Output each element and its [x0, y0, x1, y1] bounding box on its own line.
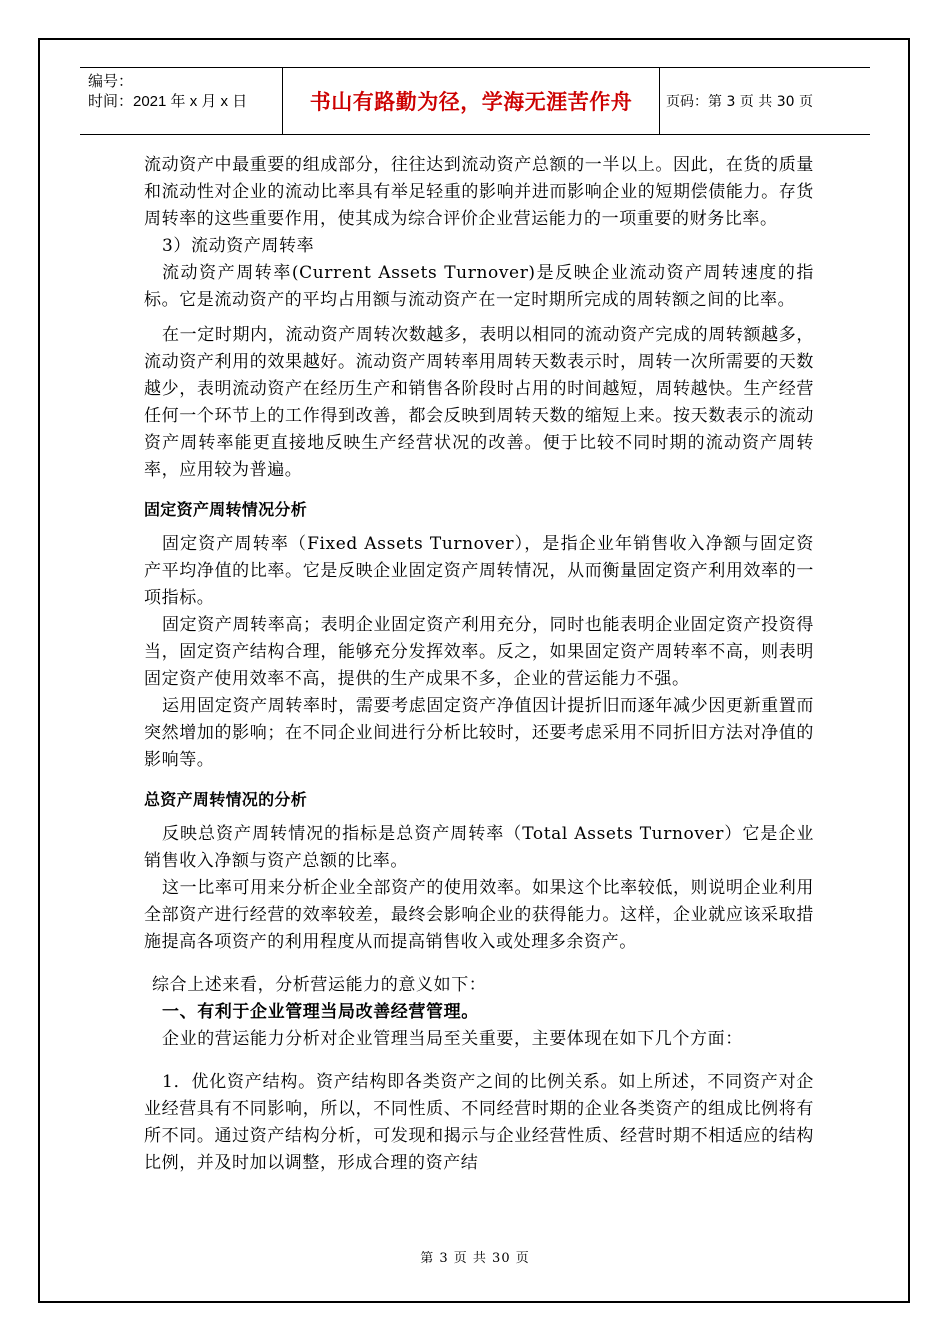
paragraph: 在一定时期内，流动资产周转次数越多，表明以相同的流动资产完成的周转额越多，流动资产利用的效果越好。流动资产周转率用周转天数表示时，周转一次所需要的天数越少，表明流动资产在经历生产和销售各阶段时占用的时间越短，周转越快。生产经营任何一个环节上的工作得到改善，都会反映到周转天数的缩短上来。按天数表示的流动资产周转率能更直接地反映生产经营状况的改善。便于比较不同时期的流动资产周转率，应用较为普遍。: [144, 325, 814, 480]
section-heading-total-assets: 总资产周转情况的分析: [144, 790, 308, 809]
header-motto: 书山有路勤为径，学海无涯苦作舟: [283, 68, 660, 134]
section-heading-fixed-assets: 固定资产周转情况分析: [144, 500, 308, 519]
paragraph: 这一比率可用来分析企业全部资产的使用效率。如果这个比率较低，则说明企业利用全部资产进行经营的效率较差，最终会影响企业的获得能力。这样，企业就应该采取措施提高各项资产的利用程度从而提高销售收入或处理多余资产。: [144, 878, 814, 952]
paragraph: 流动资产周转率(Current Assets Turnover)是反映企业流动资产周转速度的指标。它是流动资产的平均占用额与流动资产在一定时期所完成的周转额之间的比率。: [144, 263, 814, 310]
page-footer: 第 3 页 共 30 页: [420, 1251, 530, 1266]
paragraph: 企业的营运能力分析对企业管理当局至关重要，主要体现在如下几个方面：: [162, 1029, 743, 1049]
paragraph: 综合上述来看，分析营运能力的意义如下：: [152, 975, 487, 995]
header-meta: [80, 68, 283, 134]
document-date-label: 时间：2021 年 x 月 x 日: [88, 93, 248, 110]
bold-point-heading: 一、有利于企业管理当局改善经营管理。: [162, 1002, 479, 1022]
paragraph: 流动资产中最重要的组成部分，往往达到流动资产总额的一半以上。因此，在货的质量和流动性对企业的流动比率具有举足轻重的影响并进而影响企业的短期偿债能力。存货周转率的这些重要作用，使其成为综合评价企业营运能力的一项重要的财务比率。: [144, 155, 814, 229]
paragraph: 1．优化资产结构。资产结构即各类资产之间的比例关系。如上所述，不同资产对企业经营具有不同影响，所以，不同性质、不同经营时期的企业各类资产的组成比例将有所不同。通过资产结构分析，可发现和揭示与企业经营性质、经营时期不相适应的结构比例，并及时加以调整，形成合理的资产结: [144, 1072, 814, 1173]
paragraph: 固定资产周转率（Fixed Assets Turnover），是指企业年销售收入净额与固定资产平均净值的比率。它是反映企业固定资产周转情况，从而衡量固定资产利用效率的一项指标。: [144, 534, 814, 608]
subsection-title: 3）流动资产周转率: [162, 236, 315, 256]
paragraph: 运用固定资产周转率时，需要考虑固定资产净值因计提折旧而逐年减少因更新重置而突然增加的影响；在不同企业间进行分析比较时，还要考虑采用不同折旧方法对净值的影响等。: [144, 696, 814, 770]
document-body: [144, 152, 814, 1177]
paragraph: 反映总资产周转情况的指标是总资产周转率（Total Assets Turnover）它是企业销售收入净额与资产总额的比率。: [144, 824, 814, 871]
document-number-label: 编号：: [88, 73, 134, 90]
paragraph: 固定资产周转率高；表明企业固定资产利用充分，同时也能表明企业固定资产投资得当，固定资产结构合理，能够充分发挥效率。反之，如果固定资产周转率不高，则表明固定资产使用效率不高，提供的生产成果不多，企业的营运能力不强。: [144, 615, 814, 689]
document-header: [80, 67, 870, 135]
header-page-info: 页码：第 3 页 共 30 页: [666, 94, 813, 110]
